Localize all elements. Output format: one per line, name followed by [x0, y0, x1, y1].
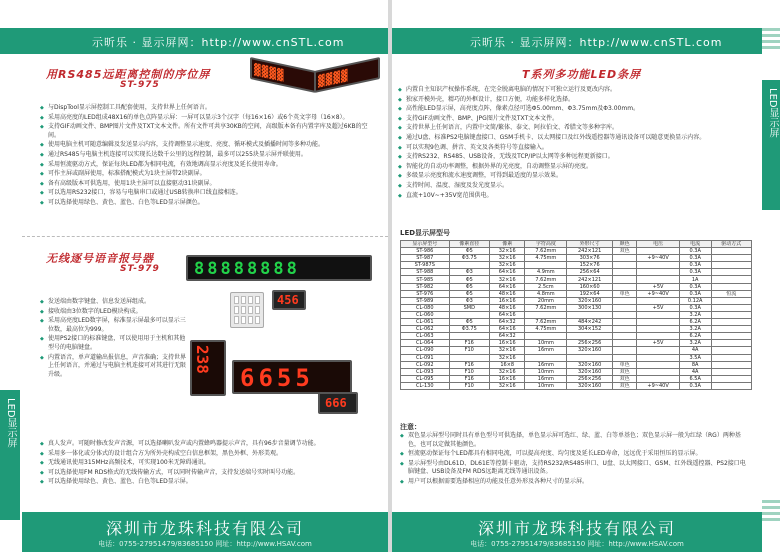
small-display: [318, 392, 358, 414]
small-display-value: 666: [325, 396, 347, 410]
table-cell: Φ3.75: [449, 255, 489, 262]
table-cell: 64×32: [489, 319, 524, 326]
table-cell: 4.75mm: [525, 326, 567, 333]
side-tab: [762, 80, 780, 210]
table-cell: [449, 333, 489, 340]
list-item: ◆ 可以实现9色调、拼音、英文及各类符号等直接输入。: [398, 144, 748, 153]
table-row: [401, 290, 752, 297]
table-cell: [711, 255, 752, 262]
table-cell: Φ3.75: [449, 326, 489, 333]
table-cell: 152×76: [567, 262, 613, 269]
table-cell: Φ3: [449, 297, 489, 304]
table-cell: CL-130: [401, 382, 450, 389]
right-sidebar: [762, 0, 780, 552]
table-cell: [637, 319, 680, 326]
table-cell: 32×16: [489, 276, 524, 283]
table-cell: 256×256: [567, 340, 613, 347]
table-cell: 303×76: [567, 255, 613, 262]
table-cell: 4A: [679, 347, 711, 354]
footer-band: [392, 512, 762, 552]
table-cell: [637, 248, 680, 255]
list-item: ◆ 高性能LED显示屏，高亮度点阵，像素点径可选Φ5.00mm、Φ3.75mm及Φ3.00mm。: [398, 105, 748, 114]
table-cell: 1A: [679, 276, 711, 283]
side-tab-label: LED显示屏: [5, 398, 16, 448]
table-cell: [525, 262, 567, 269]
list-item: ◆ 发送端由数字键盘、信息发送屏组成。: [40, 298, 190, 307]
table-cell: [613, 311, 637, 318]
table-cell: 160×60: [567, 283, 613, 290]
table-cell: Φ3: [449, 269, 489, 276]
table-cell: CL-061: [401, 319, 450, 326]
table-cell: F16: [449, 340, 489, 347]
table-cell: CL-060: [401, 311, 450, 318]
table-cell: 304×152: [567, 326, 613, 333]
table-cell: CL-095: [401, 375, 450, 382]
table-cell: 320×160: [567, 382, 613, 389]
table-row: [401, 255, 752, 262]
sidebar-stripes: [762, 28, 780, 68]
table-cell: [711, 340, 752, 347]
table-cell: [637, 375, 680, 382]
list-item: ◆ 可作主屏或副屏使用，标准搭配模式为1块主屏带2块副屏。: [40, 170, 370, 179]
table-cell: 64×32: [489, 333, 524, 340]
product1-feature-list: [40, 104, 370, 209]
table-cell: 3.2A: [679, 340, 711, 347]
list-item: ◆ 备有高级版本可供选用，使用1块主屏可以直接驱动31块副屏。: [40, 180, 370, 189]
side-tab-label: LED显示屏: [767, 88, 778, 138]
list-item: ◆ 采用多一体化或分体式的设计组合方为所外壳构成空白信息框架，黑色外框、外形美观。: [40, 450, 376, 459]
table-cell: F16: [449, 375, 489, 382]
table-cell: +5V: [637, 283, 680, 290]
table-cell: [711, 354, 752, 361]
table-header: 显示屏型号: [401, 241, 450, 248]
table-cell: +9~40V: [637, 290, 680, 297]
counter-display: [272, 290, 306, 310]
table-row: [401, 262, 752, 269]
list-item: ◆ 支持时间、温度、湿度及发光度显示。: [398, 182, 748, 191]
table-cell: ST-982: [401, 283, 450, 290]
list-item: ◆ 采用恒流驱动方式，保证每块LED都为相同电流，有效地调高显示亮度及延长使用寿命。: [40, 161, 370, 170]
table-cell: 3.2A: [679, 326, 711, 333]
table-row: [401, 333, 752, 340]
table-cell: [613, 326, 637, 333]
table-cell: [525, 354, 567, 361]
table-cell: ST-985: [401, 276, 450, 283]
table-cell: Φ5: [449, 283, 489, 290]
table-cell: 0.3A: [679, 290, 711, 297]
table-cell: CL-092: [401, 361, 450, 368]
table-cell: 0.12A: [679, 297, 711, 304]
table-row: [401, 276, 752, 283]
list-item: ◆ 用户可以根据需要选择相应的功能及任意外形及各种尺寸的显示屏。: [400, 478, 750, 487]
list-item: ◆ 多级显示亮度和流水速度调整，可得到最适度的显示效果。: [398, 172, 748, 181]
list-item: ◆ 双色显示屏型号同时具有单色型号可供选择，单色显示屏可选红、绿、蓝、白等单基色；双色显示屏一般为红绿（RG）两种基色，也可以定做其他颜色。: [400, 432, 750, 449]
table-header: 外形尺寸: [567, 241, 613, 248]
list-item: ◆ 使用电脑主机可随意编辑及发送显示内容，支持调整显示速度、亮度、循环模式及插播时间等多种功能。: [40, 141, 370, 150]
list-item: ◆ 智能化的自动功率调整，根据外界的光亮度，自动调整显示屏的亮度。: [398, 163, 748, 172]
table-cell: +9~40V: [637, 382, 680, 389]
table-cell: [613, 354, 637, 361]
table-cell: ST-987: [401, 255, 450, 262]
table-cell: [637, 333, 680, 340]
table-cell: 0.3A: [679, 262, 711, 269]
list-item: ◆ 支持世界上任何语言，内置中文简/繁体、泰文、阿拉伯文、希腊文等多种字库。: [398, 124, 748, 133]
list-item: ◆ 采用高亮度LED数字屏，标准显示屏最多可以显示三位数，最高位为999。: [40, 317, 190, 334]
table-cell: [567, 333, 613, 340]
table-cell: 单色: [613, 361, 637, 368]
table-cell: Φ5: [449, 276, 489, 283]
table-row: [401, 283, 752, 290]
notes-title: 注意：: [400, 423, 421, 431]
table-header: 电压: [637, 241, 680, 248]
list-item: ◆ 接收端由3位数字的LED模块构成。: [40, 308, 190, 317]
table-cell: 48×16: [489, 290, 524, 297]
table-cell: 0.3A: [679, 269, 711, 276]
table-cell: [711, 269, 752, 276]
table-header: 像素直径: [449, 241, 489, 248]
table-cell: [711, 311, 752, 318]
table-row: [401, 326, 752, 333]
table-cell: [711, 276, 752, 283]
table-cell: 320×160: [567, 347, 613, 354]
table-cell: [637, 347, 680, 354]
led-sign-right: ▓▓▓▓: [314, 57, 380, 93]
table-header: 驱动方式: [711, 241, 752, 248]
list-item: ◆ 支持RS232、RS485、USB设备，无线及TCP/IP以太网等多种远程更新接口。: [398, 153, 748, 162]
side-tab: [0, 390, 20, 520]
table-cell: [711, 304, 752, 311]
table-cell: [637, 361, 680, 368]
table-cell: [567, 311, 613, 318]
company-name: 深圳市龙珠科技有限公司: [477, 519, 676, 538]
big-vertical-display: [190, 340, 226, 396]
table-cell: 242×121: [567, 248, 613, 255]
table-row: [401, 304, 752, 311]
list-item: ◆ 内置自主知识产权操作系统，在完全脱离电脑的情况下可独立运行及更改内容。: [398, 86, 748, 95]
table-cell: 32×16: [489, 382, 524, 389]
table-cell: 320×160: [567, 361, 613, 368]
right-page: [392, 0, 780, 552]
table-cell: 双色: [613, 382, 637, 389]
table-cell: ST-987S: [401, 262, 450, 269]
table-cell: 320×160: [567, 368, 613, 375]
table-cell: 7.62mm: [525, 248, 567, 255]
spec-table: [400, 240, 752, 390]
list-item: ◆ 独家开模外壳，精巧的外框设计，接口方便，功能多样化选择。: [398, 96, 748, 105]
table-cell: [637, 368, 680, 375]
product2-title: 无线逐号语音报号器: [46, 252, 154, 265]
table-cell: 16mm: [525, 361, 567, 368]
table-cell: 3.5A: [679, 354, 711, 361]
table-cell: Φ5: [449, 319, 489, 326]
table-cell: [711, 297, 752, 304]
header-tagline: 示昕乐 · 显示屏网：http://www.cnSTL.com: [92, 36, 345, 49]
table-cell: [711, 347, 752, 354]
table-row: [401, 361, 752, 368]
table-cell: 16×16: [489, 297, 524, 304]
table-cell: [613, 340, 637, 347]
product-title: T系列多功能LED条屏: [522, 68, 642, 81]
table-cell: 4.75mm: [525, 255, 567, 262]
table-row: [401, 354, 752, 361]
table-cell: [711, 283, 752, 290]
table-cell: Φ5: [449, 290, 489, 297]
table-cell: 16×8: [489, 361, 524, 368]
led-banner-text: 88888888: [194, 259, 300, 279]
table-cell: [449, 311, 489, 318]
table-cell: [613, 297, 637, 304]
table-cell: [637, 262, 680, 269]
table-cell: CL-064: [401, 340, 450, 347]
table-cell: ST-986: [401, 248, 450, 255]
left-page: [0, 0, 388, 552]
table-cell: 4A: [679, 368, 711, 375]
table-cell: 2.5cm: [525, 283, 567, 290]
table-cell: F10: [449, 382, 489, 389]
table-cell: 16mm: [525, 347, 567, 354]
table-cell: 10mm: [525, 382, 567, 389]
table-cell: 10mm: [525, 368, 567, 375]
table-cell: F10: [449, 368, 489, 375]
table-cell: 64×16: [489, 269, 524, 276]
table-header-row: [401, 241, 752, 248]
list-item: ◆ 可以选用RS232接口，容易与电脑串口或通过USB转换串口线直接相连。: [40, 189, 370, 198]
table-row: [401, 248, 752, 255]
table-cell: 32×16: [489, 248, 524, 255]
table-cell: 32×16: [489, 255, 524, 262]
table-cell: 32×16: [489, 354, 524, 361]
table-header: 电流: [679, 241, 711, 248]
table-cell: [637, 269, 680, 276]
table-row: [401, 375, 752, 382]
table-cell: [711, 248, 752, 255]
table-cell: 7.62mm: [525, 319, 567, 326]
company-name: 深圳市龙珠科技有限公司: [105, 519, 304, 538]
table-cell: Φ5: [449, 248, 489, 255]
list-item: ◆ 显示屏型号由DL61D、DL61E等控制卡驱动，支持RS232/RS485串口、U盘、以太网接口、GSM、红外线遥控器、PS2接口电脑键盘、USB设备及FM RDS远距离无线等通讯设备。: [400, 460, 750, 477]
table-cell: [711, 382, 752, 389]
sidebar-stripes: [762, 500, 780, 540]
table-row: [401, 368, 752, 375]
product-feature-list: [398, 86, 748, 201]
table-cell: [711, 368, 752, 375]
list-item: ◆ 恒流驱动保证每个LED都具有相同电流，可以提高亮度、均匀度及延长LED寿命，远远优于采用恒压的显示屏。: [400, 450, 750, 459]
table-cell: CL-090: [401, 347, 450, 354]
table-cell: 256×64: [567, 269, 613, 276]
table-cell: 64×16: [489, 283, 524, 290]
table-cell: 20mm: [525, 297, 567, 304]
table-row: [401, 311, 752, 318]
table-cell: +5V: [637, 340, 680, 347]
table-cell: 0.3A: [679, 283, 711, 290]
table-cell: 484×242: [567, 319, 613, 326]
list-item: ◆ 可以选择使用绿色、黄色、蓝色、白色等LED显示屏。: [40, 478, 376, 487]
table-header: 字符高度: [525, 241, 567, 248]
footer-band: [22, 512, 388, 552]
table-cell: [637, 311, 680, 318]
table-cell: [637, 326, 680, 333]
contact-info: 电话：0755-27951479/83685150 网址：http://www.HSAV.com: [98, 540, 312, 548]
table-cell: [613, 255, 637, 262]
table-cell: 48×16: [489, 304, 524, 311]
table-cell: 242×121: [567, 276, 613, 283]
table-header: 像素: [489, 241, 524, 248]
table-cell: [637, 276, 680, 283]
table-cell: 双色: [613, 375, 637, 382]
table-cell: 10mm: [525, 340, 567, 347]
table-body: [401, 248, 752, 390]
list-item: ◆ 通过RS485与电脑主机连接可以实现长达数千公里的远程控制，最多可以255块显示屏并联使用。: [40, 151, 370, 160]
table-cell: CL-063: [401, 333, 450, 340]
table-cell: [449, 262, 489, 269]
led-banner-display: [186, 255, 372, 281]
table-cell: 7.62mm: [525, 304, 567, 311]
table-cell: [567, 354, 613, 361]
table-cell: [613, 347, 637, 354]
table-cell: SMD: [449, 304, 489, 311]
list-item: ◆ 内置语音，单声道输出报信息，声音准确；支持世界上任何语言，并通过与电脑主机连接可对其进行无限升级。: [40, 354, 190, 380]
table-row: [401, 340, 752, 347]
list-item: ◆ 直流+10V~+35V宽范围供电。: [398, 192, 748, 201]
product1-image: [250, 58, 380, 110]
list-item: ◆ 真人发声。可随时修改发声音源，可以选择喇叭发声或内置蜂鸣器提示声音，具有96步音量调节功能。: [40, 440, 376, 449]
table-cell: [525, 333, 567, 340]
table-cell: [711, 333, 752, 340]
table-cell: ST-989: [401, 297, 450, 304]
list-item: ◆ 支持GIF动画文件、BMP、JPG图片文件及TXT文本文件。: [398, 115, 748, 124]
table-cell: 0.3A: [679, 304, 711, 311]
long-display-value: 6655: [240, 364, 314, 392]
table-cell: 16×16: [489, 340, 524, 347]
product2-model: ST-979: [120, 264, 160, 274]
table-cell: 32×16: [489, 347, 524, 354]
table-cell: F16: [449, 361, 489, 368]
table-cell: ST-976: [401, 290, 450, 297]
table-cell: [525, 311, 567, 318]
table-cell: F10: [449, 347, 489, 354]
table-cell: [637, 297, 680, 304]
table-cell: 4.9mm: [525, 269, 567, 276]
table-cell: [613, 262, 637, 269]
list-item: ◆ 可以选择使用FM RDS格式的无线传输方式，可以同时传输声音，支持发送端号实时叫号功能。: [40, 469, 376, 478]
table-cell: 16×16: [489, 375, 524, 382]
table-cell: [613, 276, 637, 283]
table-cell: [711, 375, 752, 382]
list-item: ◆ 无线通讯使用315MHz高频技术，可实现100米无障碍通讯。: [40, 459, 376, 468]
list-item: ◆ 通过U盘、标准PS2电脑键盘接口、GSM手机卡、以太网接口及红外线遥控器等通讯设备可以随意更换显示内容。: [398, 134, 748, 143]
table-cell: 300×130: [567, 304, 613, 311]
table-cell: 6.2A: [679, 333, 711, 340]
table-title: LED显示屏型号: [400, 229, 451, 237]
header-band: [392, 28, 762, 54]
big-display-value: 238: [193, 345, 212, 374]
long-display: [232, 360, 352, 394]
table-cell: 64×16: [489, 326, 524, 333]
product2-feature-list-b: [40, 440, 376, 488]
table-cell: [711, 326, 752, 333]
table-cell: [711, 361, 752, 368]
table-cell: CL-062: [401, 326, 450, 333]
list-item: ◆ 可以选择使用绿色、黄色、蓝色、白色等LED显示屏颜色。: [40, 199, 370, 208]
table-cell: 16mm: [525, 375, 567, 382]
table-cell: 0.3A: [679, 248, 711, 255]
keypad: [230, 292, 264, 328]
table-cell: 7.62mm: [525, 276, 567, 283]
table-cell: 6.2A: [679, 319, 711, 326]
table-cell: 32×16: [489, 262, 524, 269]
table-cell: 双色: [613, 248, 637, 255]
table-row: [401, 319, 752, 326]
table-cell: 192×64: [567, 290, 613, 297]
table-cell: [711, 262, 752, 269]
table-cell: 0.3A: [679, 255, 711, 262]
counter-display-value: 456: [277, 293, 299, 307]
header-band: [0, 28, 388, 54]
table-cell: [613, 269, 637, 276]
table-cell: 恒流: [711, 290, 752, 297]
table-cell: 3.2A: [679, 311, 711, 318]
table-cell: CL-093: [401, 368, 450, 375]
table-row: [401, 382, 752, 389]
table-cell: [613, 319, 637, 326]
list-item: ◆ 使用PS2接口的标准键盘，可以使用用于主机和其他型号的电脑键盘。: [40, 335, 190, 352]
table-cell: [613, 333, 637, 340]
table-cell: CL-080: [401, 304, 450, 311]
table-cell: [711, 319, 752, 326]
product2-feature-list-a: [40, 298, 190, 380]
header-tagline: 示昕乐 · 显示屏网：http://www.cnSTL.com: [470, 36, 723, 49]
contact-info: 电话：0755-27951479/83685150 网址：http://www.HSAV.com: [470, 540, 684, 548]
table-cell: 双色: [613, 368, 637, 375]
list-item: ◆ 与DispTool显示屏控制工具配套使用，支持世界上任何语言。: [40, 104, 370, 113]
table-cell: +5V: [637, 304, 680, 311]
divider: [22, 236, 388, 237]
product1-title: 用RS485远距离控制的序位屏: [46, 68, 211, 81]
table-cell: 4.8mm: [525, 290, 567, 297]
table-cell: 0.3A: [679, 382, 711, 389]
table-row: [401, 297, 752, 304]
table-cell: 32×16: [489, 368, 524, 375]
table-cell: [637, 354, 680, 361]
table-cell: [613, 304, 637, 311]
led-sign-left: ▓▓▓▓: [250, 57, 316, 93]
table-cell: 单色: [613, 290, 637, 297]
table-cell: 256×256: [567, 375, 613, 382]
table-cell: CL-091: [401, 354, 450, 361]
table-cell: [449, 354, 489, 361]
left-sidebar: [0, 0, 20, 552]
table-row: [401, 347, 752, 354]
table-cell: +9~40V: [637, 255, 680, 262]
table-header: 颜色: [613, 241, 637, 248]
notes-list: [400, 432, 750, 488]
product1-model: ST-975: [120, 80, 160, 90]
table-cell: 320×160: [567, 297, 613, 304]
table-cell: 8A: [679, 361, 711, 368]
list-item: ◆ 采用高亮度的LED组成48X16的单色点阵显示屏：一屏可以显示3个汉字（每16×16）或6个英文字母（16×8）。: [40, 114, 370, 123]
table-cell: [613, 283, 637, 290]
table-cell: 64×16: [489, 311, 524, 318]
table-row: [401, 269, 752, 276]
table-cell: ST-988: [401, 269, 450, 276]
list-item: ◆ 支持GIF动画文件、BMP图片文件及TXT文本文件。所有文件可共享30KB的空间，高级版本备有内置字库及超过6KB的空间。: [40, 123, 370, 140]
table-cell: 6.5A: [679, 375, 711, 382]
